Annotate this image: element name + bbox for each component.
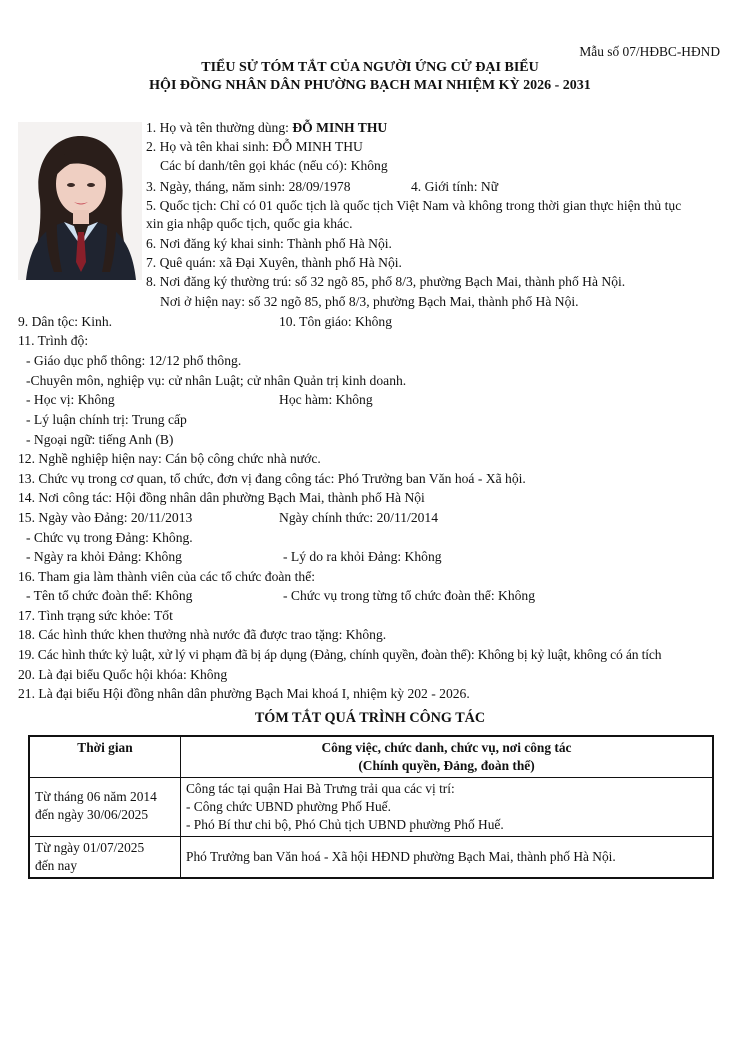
row-desc-line1: Phó Trưởng ban Văn hoá - Xã hội HĐND phường Bạch Mai, thành phố Hà Nội. (186, 849, 616, 864)
bio-line-9: 9. Dân tộc: Kinh. (18, 314, 113, 329)
bio-line-5a: 5. Quốc tịch: Chỉ có 01 quốc tịch là quốc tịch Việt Nam và không trong thời gian thực hiện thủ tục (146, 198, 682, 213)
bio-line-13: 13. Chức vụ trong cơ quan, tổ chức, đơn vị đang công tác: Phó Trưởng ban Văn hoá - Xã hội. (18, 471, 526, 486)
bio-line-4: 4. Giới tính: Nữ (411, 179, 499, 194)
column-header-time (29, 736, 181, 778)
bio-line-21: 21. Là đại biểu Hội đồng nhân dân phường Bạch Mai khoá I, nhiệm kỳ 202 - 2026. (18, 686, 470, 701)
bio-line-8b: Nơi ở hiện nay: số 32 ngõ 85, phố 8/3, phường Bạch Mai, thành phố Hà Nội. (160, 294, 579, 309)
bio-line-16: 16. Tham gia làm thành viên của các tổ chức đoàn thể: (18, 569, 316, 584)
bio-line-5b: xin gia nhập quốc tịch, quốc gia khác. (146, 216, 353, 231)
bio-line-18: 18. Các hình thức khen thưởng nhà nước đã được trao tặng: Không. (18, 627, 387, 642)
bio-line-20: 20. Là đại biểu Quốc hội khóa: Không (18, 667, 228, 682)
row-desc-line1: Công tác tại quận Hai Bà Trưng trải qua các vị trí: (186, 781, 455, 796)
bio-line-11b: -Chuyên môn, nghiệp vụ: cử nhân Luật; cử nhân Quản trị kinh doanh. (26, 373, 407, 388)
column-header-time-label: Thời gian (77, 740, 133, 755)
bio-line-8a: 8. Nơi đăng ký thường trú: số 32 ngõ 85, phố 8/3, phường Bạch Mai, thành phố Hà Nội. (146, 274, 626, 289)
row-time-line2: đến ngày 30/06/2025 (35, 807, 149, 822)
bio-line-11e: - Ngoại ngữ: tiếng Anh (B) (26, 432, 174, 447)
title-line-2: HỘI ĐỒNG NHÂN DÂN PHƯỜNG BẠCH MAI NHIỆM KỲ 2026 - 2031 (149, 78, 591, 93)
bio-line-3: 3. Ngày, tháng, năm sinh: 28/09/1978 (146, 179, 351, 194)
row-desc-line3: - Phó Bí thư chi bộ, Phó Chủ tịch UBND phường Phố Huế. (186, 817, 504, 832)
bio-line-11c2: Học hàm: Không (279, 392, 373, 407)
bio-line-14: 14. Nơi công tác: Hội đồng nhân dân phường Bạch Mai, thành phố Hà Nội (18, 490, 425, 505)
column-header-work-line1: Công việc, chức danh, chức vụ, nơi công tác (321, 740, 572, 755)
bio-line-11c: - Học vị: Không (26, 392, 115, 407)
row-time (29, 778, 181, 837)
work-history-title: TÓM TẮT QUÁ TRÌNH CÔNG TÁC (254, 710, 486, 726)
bio-line-11d: - Lý luận chính trị: Trung cấp (26, 412, 187, 427)
bio-line-2: 2. Họ và tên khai sinh: ĐỖ MINH THU (146, 139, 363, 154)
bio-line-10: 10. Tôn giáo: Không (279, 314, 393, 329)
bio-line-16b: - Chức vụ trong từng tổ chức đoàn thể: Không (283, 588, 536, 603)
form-number: Mẫu số 07/HĐBC-HĐND (579, 44, 720, 59)
bio-line-7: 7. Quê quán: xã Đại Xuyên, thành phố Hà Nội. (146, 255, 402, 270)
bio-line-15: 15. Ngày vào Đảng: 20/11/2013 (18, 510, 193, 525)
bio-line-1 (146, 118, 387, 137)
bio-line-15b: Ngày chính thức: 20/11/2014 (279, 510, 439, 525)
candidate-photo (18, 122, 142, 280)
table-header-row (29, 736, 713, 778)
row-time-line2: đến nay (35, 858, 78, 873)
bio-line-12: 12. Nghề nghiệp hiện nay: Cán bộ công chức nhà nước. (18, 451, 321, 466)
row-description (181, 837, 714, 879)
column-header-work (181, 736, 714, 778)
table-row (29, 837, 713, 879)
bio-line-11a: - Giáo dục phổ thông: 12/12 phổ thông. (26, 353, 242, 368)
bio-line-2b: Các bí danh/tên gọi khác (nếu có): Không (160, 158, 388, 173)
table-row (29, 778, 713, 837)
title-line-1: TIỂU SỬ TÓM TẮT CỦA NGƯỜI ỨNG CỬ ĐẠI BIỂU (201, 60, 539, 75)
bio-line-11: 11. Trình độ: (18, 333, 89, 348)
bio-line-6: 6. Nơi đăng ký khai sinh: Thành phố Hà Nội. (146, 236, 392, 251)
row-description (181, 778, 714, 837)
bio-line-1-label: 1. Họ và tên thường dùng: (146, 120, 293, 135)
row-time-line1: Từ tháng 06 năm 2014 (35, 789, 157, 804)
bio-line-17: 17. Tình trạng sức khỏe: Tốt (18, 608, 173, 623)
bio-line-16a: - Tên tổ chức đoàn thể: Không (26, 588, 193, 603)
row-time-line1: Từ ngày 01/07/2025 (35, 840, 145, 855)
work-history-table (28, 735, 714, 879)
common-name-value: ĐỖ MINH THU (292, 120, 388, 135)
bio-line-15d: - Ngày ra khỏi Đảng: Không (26, 549, 182, 564)
row-time (29, 837, 181, 879)
bio-line-15e: - Lý do ra khỏi Đảng: Không (283, 549, 442, 564)
bio-line-15c: - Chức vụ trong Đảng: Không. (26, 530, 193, 545)
bio-line-19: 19. Các hình thức kỷ luật, xử lý vi phạm đã bị áp dụng (Đảng, chính quyền, đoàn thể): Không bị kỷ luật, không có án tích (18, 647, 662, 662)
column-header-work-line2: (Chính quyền, Đảng, đoàn thể) (358, 758, 535, 773)
row-desc-line2: - Công chức UBND phường Phố Huế. (186, 799, 391, 814)
